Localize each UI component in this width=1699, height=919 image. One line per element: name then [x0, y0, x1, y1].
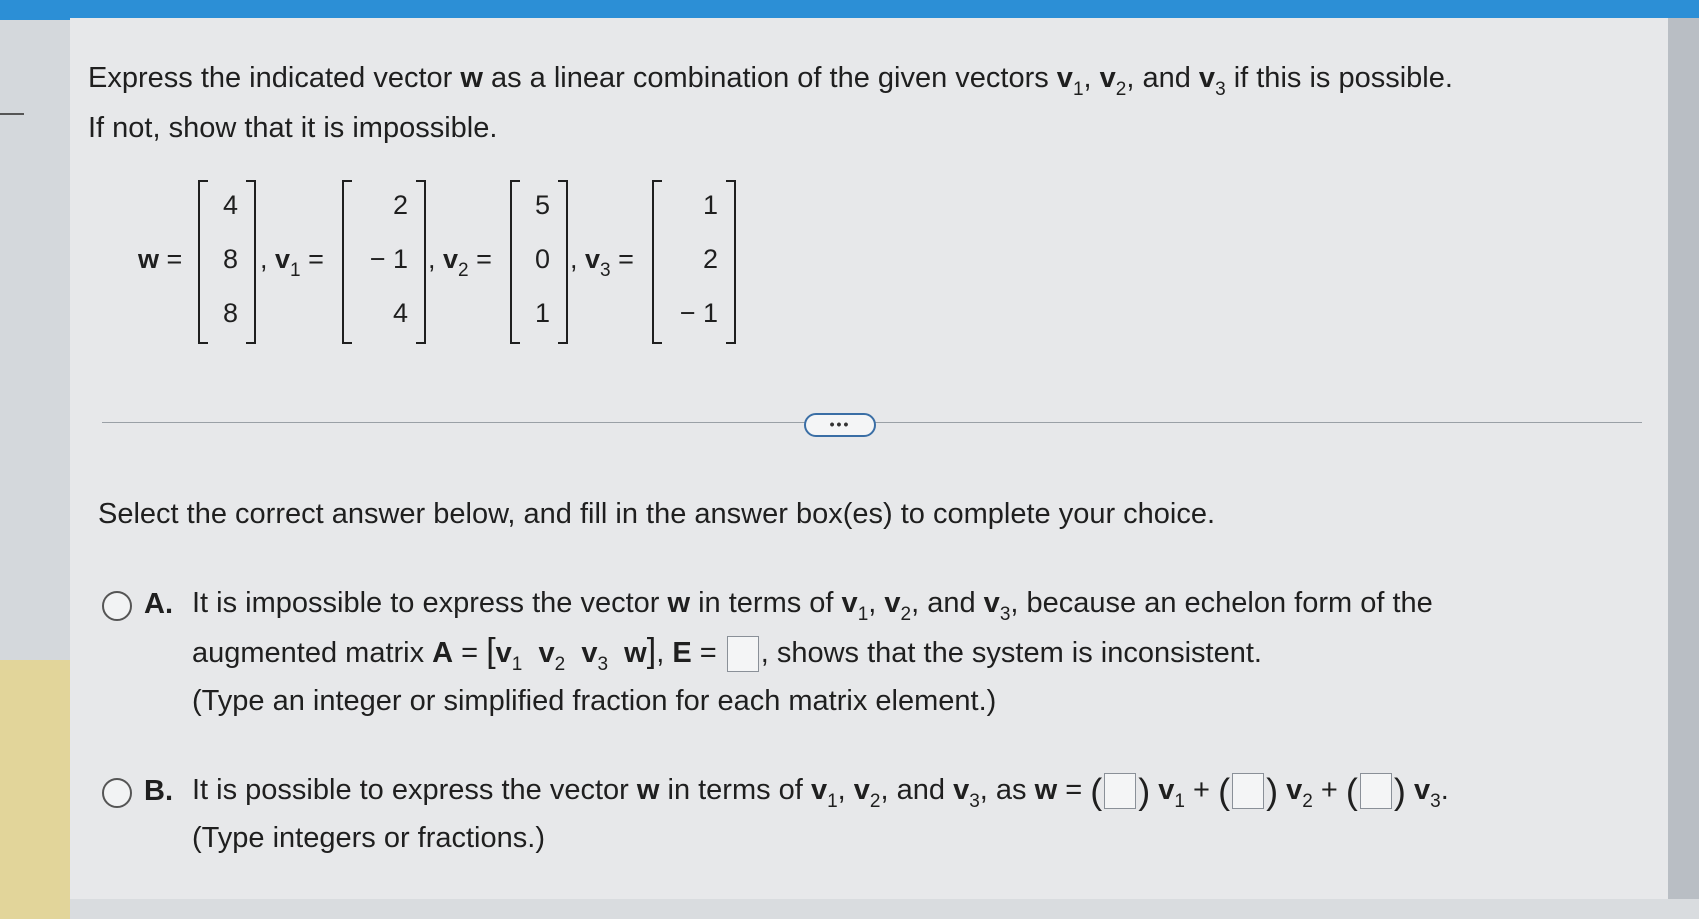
w-bracket-right: [246, 180, 256, 344]
instructions-text: Select the correct answer below, and fill in the answer box(es) to complete your choice.: [98, 498, 1216, 530]
option-a-line-1: It is impossible to express the vector w in terms of $v_1$, $v_2$, and $v_3$, because an echelon form of the: [192, 587, 1433, 625]
v2-entry-3: 1: [534, 298, 550, 328]
v2-entry-2: 0: [534, 244, 550, 274]
w-entry-3: 8: [222, 298, 238, 328]
option-b-radio[interactable]: [102, 778, 132, 808]
v2-bracket-right: [558, 180, 568, 344]
coef-v2-input[interactable]: [1232, 773, 1264, 809]
question-line-1: Express the indicated vector w as a linear combination of the given vectors $v_1$, $v_2$, and $v_3$ if this is possible.: [88, 62, 1453, 100]
option-b-letter: B.: [144, 775, 173, 807]
v2-entry-1: 5: [534, 190, 550, 220]
v1-entry-1: 2: [392, 190, 408, 220]
option-a-letter: A.: [144, 588, 173, 620]
right-edge: [1668, 18, 1699, 899]
v2-label: , $v_2$ =: [428, 244, 492, 281]
question-card: [70, 18, 1668, 899]
option-a-line-2: augmented matrix $A = [v_1$ $v_2$ $v_3$ w], E = , shows that the system is inconsistent.: [192, 632, 1262, 675]
v3-entry-3: − 1: [679, 298, 718, 328]
v1-bracket-right: [416, 180, 426, 344]
v1-entry-3: 4: [392, 298, 408, 328]
v3-label: , $v_3$ =: [570, 244, 634, 281]
v1-entry-2: − 1: [369, 244, 408, 274]
option-b-hint: (Type integers or fractions.): [192, 822, 545, 854]
w-label: w =: [138, 244, 183, 274]
option-a-text: [192, 581, 1572, 723]
w-entry-1: 4: [222, 190, 238, 220]
matrix-e-input[interactable]: [727, 636, 759, 672]
v3-entry-1: 1: [702, 190, 718, 220]
panel-marker: [0, 113, 24, 115]
option-b-line-1: It is possible to express the vector w in terms of $v_1$, $v_2$, and $v_3$, as w = ( ) $v_1$ + ( ) $v_2$ + ( ) $v_3$.: [192, 770, 1449, 812]
question-text: [88, 55, 1628, 151]
top-header-bar: [0, 0, 1699, 20]
v3-bracket-right: [726, 180, 736, 344]
v3-entry-2: 2: [702, 244, 718, 274]
option-a-radio[interactable]: [102, 591, 132, 621]
v1-label: , $v_1$ =: [260, 244, 324, 281]
question-line-2: If not, show that it is impossible.: [88, 112, 498, 144]
coef-v3-input[interactable]: [1360, 773, 1392, 809]
w-entry-2: 8: [222, 244, 238, 274]
option-b-text: [192, 768, 1592, 860]
expand-button[interactable]: •••: [804, 413, 876, 437]
highlight-strip: [0, 660, 70, 919]
option-a-hint: (Type an integer or simplified fraction for each matrix element.): [192, 685, 997, 717]
left-panel: [0, 20, 70, 899]
coef-v1-input[interactable]: [1104, 773, 1136, 809]
